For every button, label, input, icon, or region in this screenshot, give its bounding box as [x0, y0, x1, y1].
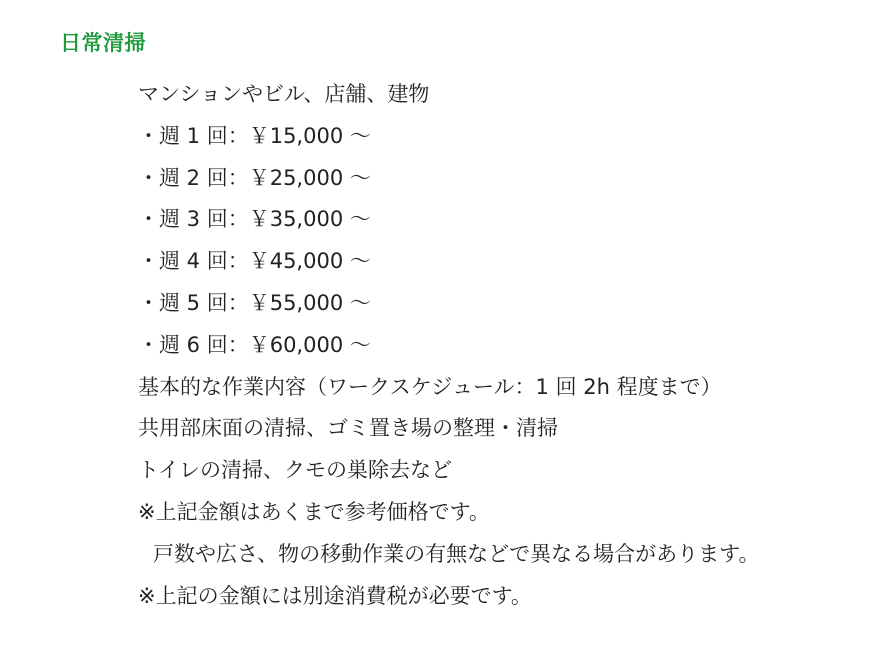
intro-text: マンションやビル、店舗、建物	[138, 82, 430, 106]
section-title: 日常清掃	[60, 31, 146, 55]
work-description-2: トイレの清掃、クモの巣除去など	[138, 458, 452, 483]
content-block	[138, 74, 759, 617]
work-description-1: 共用部床面の清掃、ゴミ置き場の整理・清掃	[138, 416, 558, 441]
price-item-5: ・週 5 回：￥55,000 ～	[138, 290, 371, 315]
note-reference-price-continued: 戸数や広さ、物の移動作業の有無などで異なる場合があります。	[153, 541, 760, 566]
note-reference-price: ※上記金額はあくまで参考価格です。	[138, 499, 490, 524]
price-item-1: ・週 1 回：￥15,000 ～	[138, 123, 371, 148]
price-item-2: ・週 2 回：￥25,000 ～	[138, 165, 371, 190]
note-tax: ※上記の金額には別途消費税が必要です。	[138, 583, 532, 608]
price-item-4: ・週 4 回：￥45,000 ～	[138, 249, 371, 274]
work-heading: 基本的な作業内容（ワークスケジュール：1 回 2h 程度まで）	[138, 374, 722, 399]
price-item-3: ・週 3 回：￥35,000 ～	[138, 207, 371, 232]
price-item-6: ・週 6 回：￥60,000 ～	[138, 332, 371, 357]
